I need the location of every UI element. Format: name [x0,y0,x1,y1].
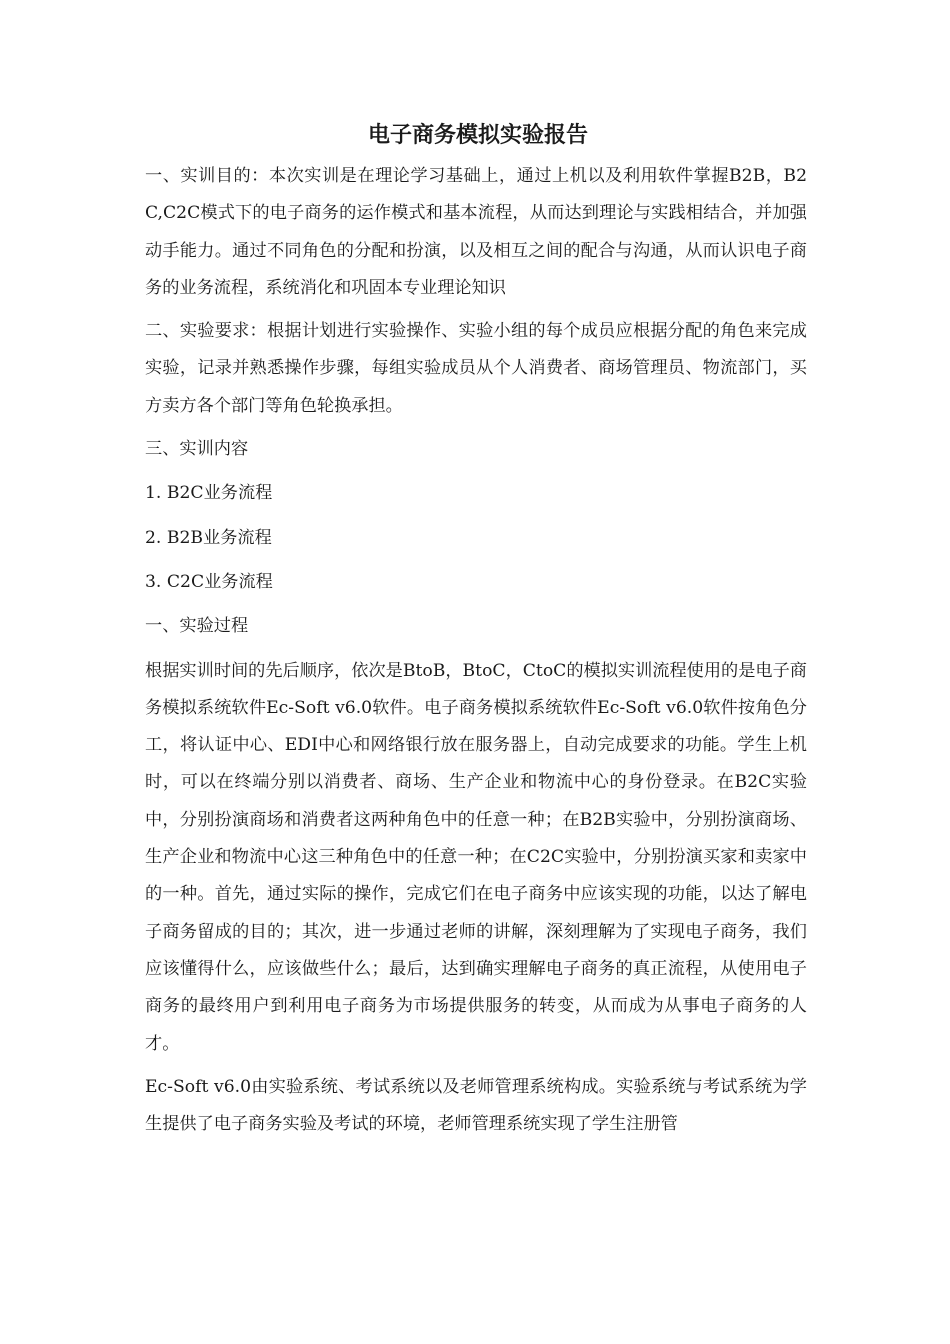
heading-experiment-process: 一、实验过程 [145,616,249,637]
document-title: 电子商务模拟实验报告 [367,123,588,148]
list-item-b2c: 1. B2C业务流程 [145,483,273,504]
paragraph-ec-soft-overview: Ec-Soft v6.0由实验系统、考试系统以及老师管理系统构成。实验系统与考试系统为学生提供了电子商务实验及考试的环境，老师管理系统实现了学生注册管 [145,1076,807,1135]
document-page [145,118,807,1149]
paragraph-experiment-requirements: 二、实验要求：根据计划进行实验操作、实验小组的每个成员应根据分配的角色来完成实验，记录并熟悉操作步骤，每组实验成员从个人消费者、商场管理员、物流部门，买方卖方各个部门等角色轮换承担。 [145,321,807,416]
list-item-b2b: 2. B2B业务流程 [145,527,272,548]
paragraph-training-purpose: 一、实训目的：本次实训是在理论学习基础上，通过上机以及利用软件掌握B2B，B2C,C2C模式下的电子商务的运作模式和基本流程，从而达到理论与实践相结合，并加强动手能力。通过不同角色的分配和扮演，以及相互之间的配合与沟通，从而认识电子商务的业务流程，系统消化和巩固本专业理论知识 [145,166,807,298]
list-item-c2c: 3. C2C业务流程 [145,571,273,592]
paragraph-experiment-process: 根据实训时间的先后顺序，依次是BtoB，BtoC，CtoC的模拟实训流程使用的是电子商务模拟系统软件Ec-Soft v6.0软件。电子商务模拟系统软件Ec-Soft v6.0软件按角色分工，将认证中心、EDI中心和网络银行放在服务器上，自动完成要求的功能。学生上机时，可以在终端分别以消费者、商场、生产企业和物流中心的身份登录。在B2C实验中，分别扮演商场和消费者这两种角色中的任意一种；在B2B实验中，分别扮演商场、生产企业和物流中心这三种角色中的任意一种；在C2C实验中，分别扮演买家和卖家中的一种。首先，通过实际的操作，完成它们在电子商务中应该实现的功能，以达了解电子商务留成的目的；其次，进一步通过老师的讲解，深刻理解为了实现电子商务，我们应该懂得什么，应该做些什么；最后，达到确实理解电子商务的真正流程，从使用电子商务的最终用户到利用电子商务为市场提供服务的转变，从而成为从事电子商务的人才。 [145,660,807,1054]
heading-training-content: 三、实训内容 [145,439,249,460]
